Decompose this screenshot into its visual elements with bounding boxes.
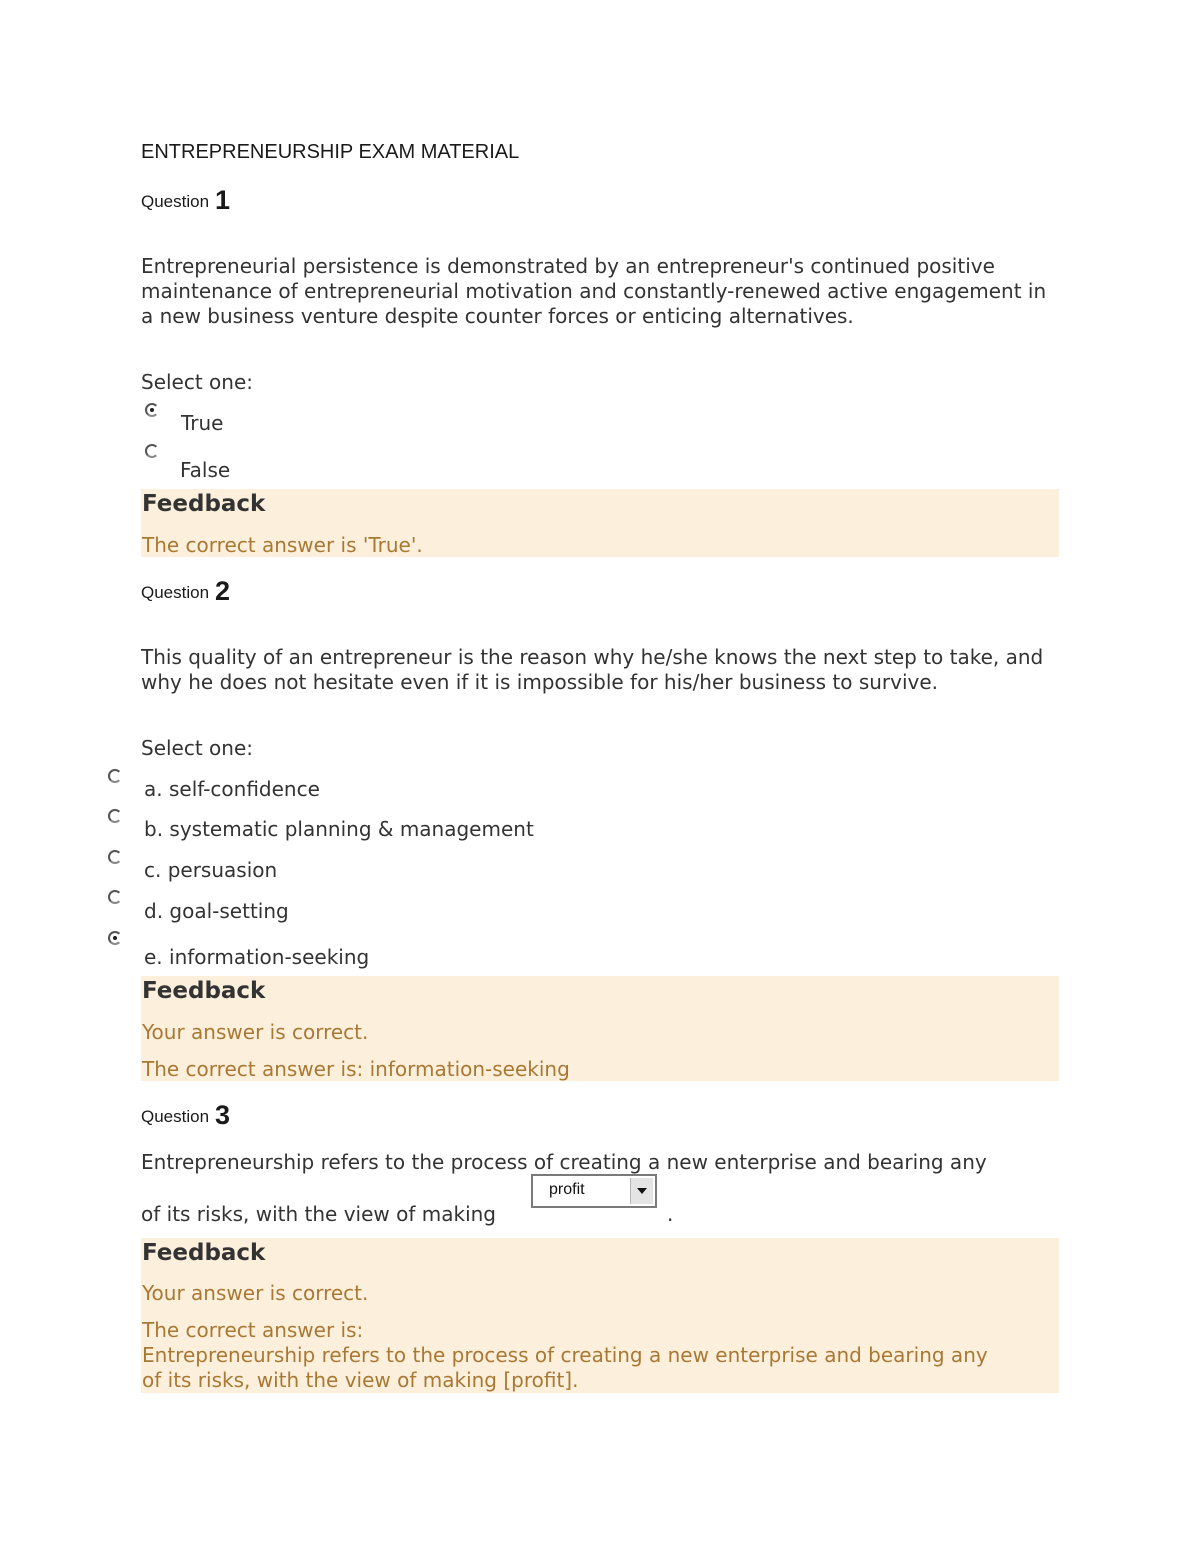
feedback-heading: Feedback: [142, 978, 266, 1004]
question-1-text: Entrepreneurial persistence is demonstrated by an entrepreneur's continued positive maintenance of entrepreneurial motivation and constantly-renewed active engagement in a new business venture despite counter forces or enticing alternatives.: [141, 254, 1047, 328]
radio-true[interactable]: [145, 403, 159, 417]
feedback-result: Your answer is correct.: [142, 1281, 369, 1305]
question-1-label: [141, 185, 230, 216]
question-label-text: Question: [141, 1107, 210, 1126]
question-3-text-line-1: Entrepreneurship refers to the process of creating a new enterprise and bearing any: [141, 1150, 987, 1174]
question-number: 3: [215, 1100, 231, 1130]
radio-option-a[interactable]: [108, 769, 122, 783]
question-3-text-end: .: [667, 1202, 674, 1226]
feedback-result: Your answer is correct.: [142, 1020, 369, 1044]
chevron-down-icon[interactable]: [630, 1178, 653, 1204]
question-number: 1: [215, 185, 231, 215]
option-true-label[interactable]: True: [181, 411, 224, 435]
question-number: 2: [215, 576, 231, 606]
radio-option-b[interactable]: [108, 809, 122, 823]
question-label-text: Question: [141, 192, 210, 211]
option-b-label[interactable]: b. systematic planning & management: [144, 817, 534, 841]
radio-option-e[interactable]: [108, 931, 122, 945]
question-1-select-prompt: Select one:: [141, 370, 254, 394]
feedback-heading: Feedback: [142, 1240, 266, 1266]
dropdown-selected-value: profit: [549, 1181, 585, 1198]
question-1-feedback: [141, 489, 1059, 557]
feedback-correct-answer: The correct answer is: information-seeking: [142, 1057, 570, 1081]
option-false-label[interactable]: False: [180, 458, 231, 482]
feedback-correct-answer-line-2: of its risks, with the view of making [profit].: [142, 1368, 579, 1392]
question-3-label: [141, 1100, 230, 1131]
question-label-text: Question: [141, 583, 210, 602]
question-2-select-prompt: Select one:: [141, 736, 254, 760]
feedback-correct-answer-line-1: Entrepreneurship refers to the process of creating a new enterprise and bearing any: [142, 1343, 988, 1367]
document-title: ENTREPRENEURSHIP EXAM MATERIAL: [141, 141, 520, 163]
question-2-text: This quality of an entrepreneur is the reason why he/she knows the next step to take, and why he does not hesitate even if it is impossible for his/her business to survive.: [141, 645, 1044, 694]
feedback-correct-answer: The correct answer is 'True'.: [142, 533, 423, 557]
radio-option-d[interactable]: [108, 890, 122, 904]
option-a-label[interactable]: a. self-confidence: [144, 777, 320, 801]
feedback-correct-answer-intro: The correct answer is:: [142, 1318, 364, 1342]
radio-option-c[interactable]: [108, 850, 122, 864]
question-3-text-line-2: of its risks, with the view of making: [141, 1202, 496, 1226]
option-d-label[interactable]: d. goal-setting: [144, 899, 289, 923]
option-c-label[interactable]: c. persuasion: [144, 858, 278, 882]
option-e-label[interactable]: e. information-seeking: [144, 945, 370, 969]
feedback-heading: Feedback: [142, 491, 266, 517]
question-3-feedback: [141, 1238, 1059, 1393]
question-2-feedback: [141, 976, 1059, 1081]
answer-dropdown[interactable]: [531, 1174, 657, 1208]
radio-false[interactable]: [145, 444, 159, 458]
question-2-label: [141, 576, 230, 607]
